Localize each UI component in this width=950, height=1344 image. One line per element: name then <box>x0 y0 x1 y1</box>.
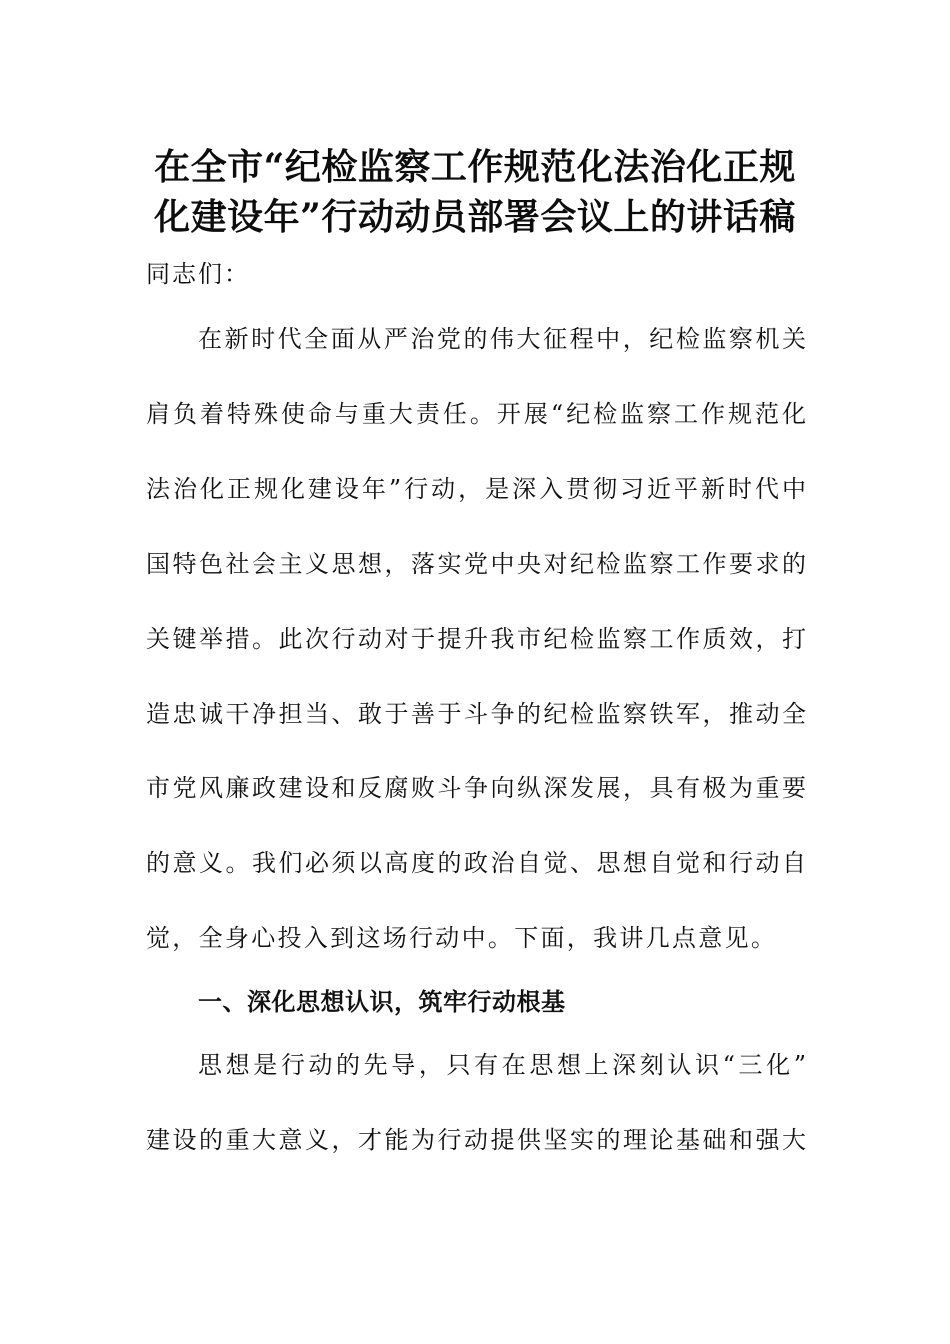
paragraph-line: 国特色社会主义思想，落实党中央对纪检监察工作要求的 <box>146 550 806 578</box>
document-title-line-1: 在全市“纪检监察工作规范化法治化正规 <box>154 146 796 188</box>
paragraph-line: 市党风廉政建设和反腐败斗争向纵深发展，具有极为重要 <box>146 774 806 802</box>
paragraph-line: 觉，全身心投入到这场行动中。下面，我讲几点意见。 <box>146 924 778 952</box>
paragraph-line: 在新时代全面从严治党的伟大征程中，纪检监察机关 <box>198 325 806 353</box>
paragraph-line: 思想是行动的先导，只有在思想上深刻认识“三化” <box>198 1051 806 1079</box>
salutation: 同志们： <box>146 260 250 288</box>
paragraph-line: 的意义。我们必须以高度的政治自觉、思想自觉和行动自 <box>146 849 806 877</box>
document-title-line-2: 化建设年”行动动员部署会议上的讲话稿 <box>154 196 796 238</box>
paragraph-line: 法治化正规化建设年”行动，是深入贯彻习近平新时代中 <box>146 475 806 503</box>
section-heading-1: 一、深化思想认识，筑牢行动根基 <box>198 988 566 1016</box>
paragraph-line: 关键举措。此次行动对于提升我市纪检监察工作质效，打 <box>146 625 806 653</box>
paragraph-line: 建设的重大意义，才能为行动提供坚实的理论基础和强大 <box>146 1126 806 1154</box>
paragraph-line: 肩负着特殊使命与重大责任。开展“纪检监察工作规范化 <box>146 400 806 428</box>
paragraph-line: 造忠诚干净担当、敢于善于斗争的纪检监察铁军，推动全 <box>146 700 806 728</box>
